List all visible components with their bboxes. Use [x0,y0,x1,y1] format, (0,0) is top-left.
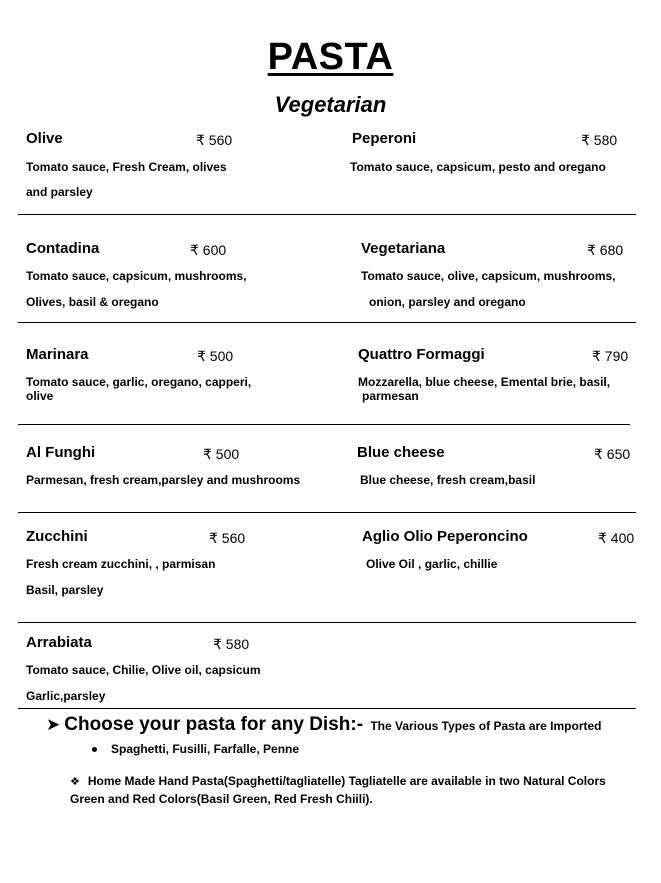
item-description: onion, parsley and oregano [369,295,526,309]
item-description: Garlic,parsley [26,689,106,703]
bullet-dot-icon [92,747,97,752]
item-description: Parmesan, fresh cream,parsley and mushrooms [26,473,301,487]
item-price: ₹ 580 [581,132,618,148]
menu-subtitle: Vegetarian [274,92,387,117]
divider [18,322,636,323]
item-name: Marinara [26,346,89,363]
pasta-types-text: Spaghetti, Fusilli, Farfalle, Penne [111,742,300,756]
item-price: ₹ 650 [594,446,631,462]
item-description: Mozzarella, blue cheese, Emental brie, basil, [358,375,611,389]
item-name: Zucchini [26,528,88,545]
item-name: Quattro Formaggi [358,346,485,363]
homemade-pasta-note [70,773,640,808]
heading-note: The Various Types of Pasta are Imported [370,719,602,733]
item-description: Tomato sauce, Fresh Cream, olives [26,160,227,174]
item-price: ₹ 500 [203,446,240,462]
item-name: Peperoni [352,130,417,147]
item-description: Olive Oil , garlic, chillie [366,557,498,571]
divider [18,424,630,425]
item-name: Blue cheese [357,444,445,461]
item-price: ₹ 580 [213,636,250,652]
item-description: Blue cheese, fresh cream,basil [360,473,536,487]
item-price: ₹ 400 [598,530,635,546]
arrow-bullet-icon: ➤ [46,715,61,734]
item-name: Aglio Olio Peperoncino [362,528,528,545]
item-description: and parsley [26,185,93,199]
pasta-choice-heading [46,714,602,736]
item-name: Arrabiata [26,634,92,651]
divider [18,214,636,215]
divider [18,622,636,623]
item-description: Tomato sauce, capsicum, mushrooms, [26,269,247,283]
item-description: Tomato sauce, olive, capsicum, mushrooms, [361,269,616,283]
item-price: ₹ 560 [196,132,233,148]
item-description: Tomato sauce, garlic, oregano, capperi, [26,375,252,389]
item-description: Fresh cream zucchini, , parmisan [26,557,216,571]
item-price: ₹ 790 [592,348,629,364]
item-description: Basil, parsley [26,583,104,597]
item-description: Tomato sauce, Chilie, Olive oil, capsicum [26,663,261,677]
item-price: ₹ 560 [209,530,246,546]
item-name: Olive [26,130,63,147]
divider [18,512,636,513]
heading-text: Choose your pasta for any Dish:- [64,714,364,735]
pasta-types-list-item [92,742,299,756]
item-price: ₹ 500 [197,348,234,364]
item-description: Olives, basil & oregano [26,295,159,309]
diamond-bullet-icon: ❖ [70,776,80,788]
item-description: parmesan [362,389,419,403]
divider [18,708,636,709]
homemade-note-text: Home Made Hand Pasta(Spaghetti/tagliatelle) Tagliatelle are available in two Natural Colors Green and Red Colors(Basil Green, Red Fresh Chiili). [70,774,606,806]
item-name: Contadina [26,240,100,257]
item-description: Tomato sauce, capsicum, pesto and oregano [350,160,606,174]
item-name: Vegetariana [361,240,446,257]
item-price: ₹ 680 [587,242,624,258]
item-description: olive [26,389,54,403]
item-name: Al Funghi [26,444,96,461]
menu-title: PASTA [267,36,394,78]
item-price: ₹ 600 [190,242,227,258]
